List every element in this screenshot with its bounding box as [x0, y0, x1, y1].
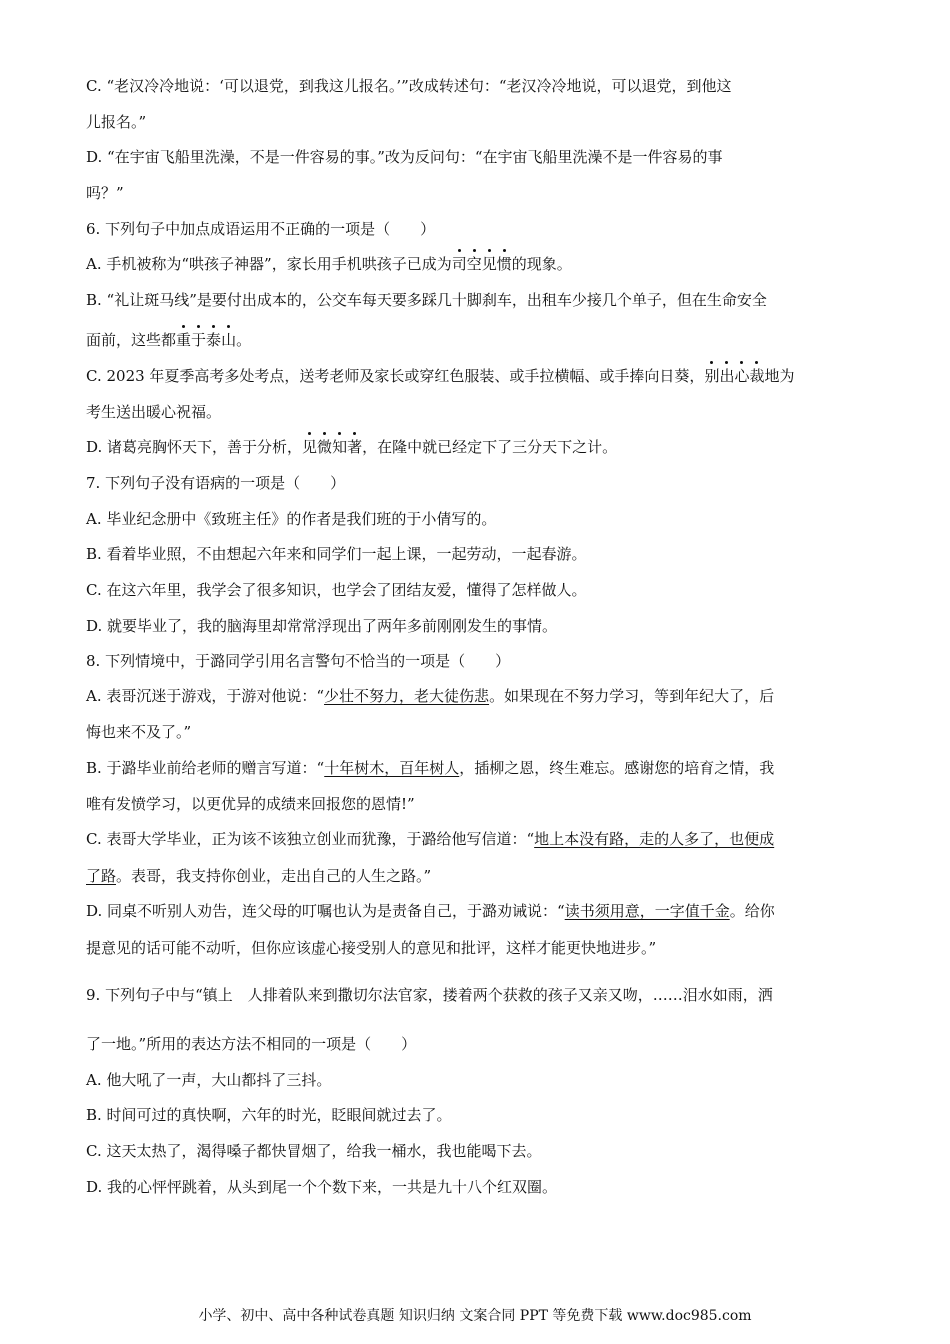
q8-option-a-text: A. 表哥沉迷于游戏，于游对他说：“: [86, 687, 325, 705]
q6-option-d-tail: ，在隆中就已经定下了三分天下之计。: [362, 438, 618, 456]
q9-stem-line1: 9. 下列句子中与“镇上 人排着队来到撒切尔法官家，搂着两个获救的孩子又亲又吻，……泪水如雨，洒: [86, 986, 773, 1004]
q6-option-c-text: C. 2023 年夏季高考多处考点，送考老师及家长或穿红色服装、或手拉横幅、或手捧向日葵，: [86, 367, 705, 385]
q8-stem: 8. 下列情境中，于潞同学引用名言警句不恰当的一项是（ ）: [86, 652, 511, 670]
q7-stem: 7. 下列句子没有语病的一项是（ ）: [86, 474, 346, 492]
q5-option-c-line1: C. “老汉冷冷地说：‘可以退党，到我这儿报名。’”改成转述句：“老汉冷冷地说，可以退党，到他这: [86, 77, 732, 95]
emphasis-dot-char: 山: [221, 331, 237, 349]
q6-option-d: [86, 437, 617, 457]
q8-option-a-quote: 少壮不努力，老大徒伤悲: [324, 687, 490, 705]
emphasis-dot-char: 惯: [496, 255, 512, 273]
q8-option-b-tail: ，插柳之恩，终生难忘。感谢您的培育之情，我: [459, 759, 775, 777]
q7-option-c: C. 在这六年里，我学会了很多知识，也学会了团结友爱，懂得了怎样做人。: [86, 581, 587, 599]
emphasis-dot-char: 别: [704, 367, 720, 385]
q8-option-a-line2: 悔也来不及了。”: [86, 723, 192, 741]
emphasis-dot-char: 重: [176, 331, 192, 349]
q8-option-d-text: D. 同桌不听别人劝告，连父母的叮嘱也认为是责备自己，于潞劝诫说：“: [86, 902, 565, 920]
page-footer: 小学、初中、高中各种试卷真题 知识归纳 文案合同 PPT 等免费下载 www.doc985.com: [198, 1308, 752, 1324]
q5-option-c-line2: 儿报名。”: [86, 113, 147, 131]
q5-option-d-line1: D. “在宇宙飞船里洗澡，不是一件容易的事。”改为反问句：“在宇宙飞船里洗澡不是一件容易的事: [86, 148, 723, 166]
q8-option-d-line2: 提意见的话可能不动听，但你应该虚心接受别人的意见和批评，这样才能更快地进步。”: [86, 939, 657, 957]
q7-option-d: D. 就要毕业了，我的脑海里却常常浮现出了两年多前刚刚发生的事情。: [86, 617, 558, 635]
q7-option-a: A. 毕业纪念册中《致班主任》的作者是我们班的于小倩写的。: [86, 510, 497, 528]
emphasis-dot-char: 司: [451, 255, 467, 273]
emphasis-dot-char: 心: [734, 367, 750, 385]
emphasis-dot-char: 裁: [749, 367, 765, 385]
q8-option-c-line2: [86, 866, 431, 886]
q6-option-b-text: 面前，这些都: [86, 331, 177, 349]
q6-option-a-text: A. 手机被称为“哄孩子神器”，家长用手机哄孩子已成为: [86, 255, 452, 273]
q6-option-b-idiom: [176, 331, 236, 349]
emphasis-dot-char: 知: [332, 438, 348, 456]
q6-option-c-line2: 考生送出暖心祝福。: [86, 403, 222, 421]
q6-option-b-line1: B. “礼让斑马线”是要付出成本的，公交车每天要多踩几十脚刹车，出租车少接几个单子，但在生命安全: [86, 291, 767, 309]
q9-option-c: C. 这天太热了，渴得嗓子都快冒烟了，给我一桶水，我也能喝下去。: [86, 1142, 542, 1160]
q8-option-c-text: C. 表哥大学毕业，正为该不该独立创业而犹豫，于潞给他写信道：“: [86, 830, 535, 848]
q6-option-a: [86, 254, 572, 274]
q6-option-c-idiom: [704, 367, 764, 385]
q6-option-a-idiom: [452, 255, 512, 273]
q8-option-a-line1: [86, 686, 774, 706]
q6-option-c-line1: [86, 366, 795, 386]
q8-option-b-line2: 唯有发愤学习，以更优异的成绩来回报您的恩情!”: [86, 795, 415, 813]
emphasis-dot-char: 见: [481, 255, 497, 273]
q9-option-b: B. 时间可过的真快啊，六年的时光，眨眼间就过去了。: [86, 1106, 452, 1124]
q6-option-a-tail: 的现象。: [511, 255, 572, 273]
q6-option-d-idiom: [302, 438, 362, 456]
q9-option-d: D. 我的心怦怦跳着，从头到尾一个个数下来，一共是九十八个红双圈。: [86, 1178, 558, 1196]
q8-option-b-line1: [86, 758, 774, 778]
emphasis-dot-char: 著: [347, 438, 363, 456]
q9-stem-line2: 了一地。”所用的表达方法不相同的一项是（ ）: [86, 1035, 417, 1053]
emphasis-dot-char: 微: [317, 438, 333, 456]
q8-option-d-tail: 。给你: [729, 902, 775, 920]
q6-option-b-tail: 。: [236, 331, 252, 349]
q8-option-d-line1: [86, 901, 775, 921]
emphasis-dot-char: 出: [719, 367, 735, 385]
q8-option-d-quote: 读书须用意，一字值千金: [564, 902, 730, 920]
q6-stem: 6. 下列句子中加点成语运用不正确的一项是（ ）: [86, 220, 436, 238]
q6-option-d-text: D. 诸葛亮胸怀天下，善于分析，: [86, 438, 303, 456]
emphasis-dot-char: 泰: [206, 331, 222, 349]
emphasis-dot-char: 于: [191, 331, 207, 349]
q5-option-d-line2: 吗？”: [86, 184, 124, 202]
q8-option-a-tail: 。如果现在不努力学习，等到年纪大了，后: [489, 687, 775, 705]
q6-option-b-line2: [86, 330, 251, 350]
q8-option-b-quote: 十年树木，百年树人: [324, 759, 460, 777]
q8-option-c-quote-end: 了路: [86, 867, 117, 885]
q8-option-c-tail: 。表哥，我支持你创业，走出自己的人生之路。”: [116, 867, 432, 885]
q8-option-c-line1: [86, 829, 774, 849]
emphasis-dot-char: 空: [466, 255, 482, 273]
q8-option-b-text: B. 于潞毕业前给老师的赠言写道：“: [86, 759, 325, 777]
q6-option-c-tail: 地为: [764, 367, 795, 385]
q8-option-c-quote: 地上本没有路，走的人多了，也便成: [534, 830, 775, 848]
q7-option-b: B. 看着毕业照，不由想起六年来和同学们一起上课，一起劳动，一起春游。: [86, 545, 587, 563]
emphasis-dot-char: 见: [302, 438, 318, 456]
q9-option-a: A. 他大吼了一声，大山都抖了三抖。: [86, 1071, 332, 1089]
